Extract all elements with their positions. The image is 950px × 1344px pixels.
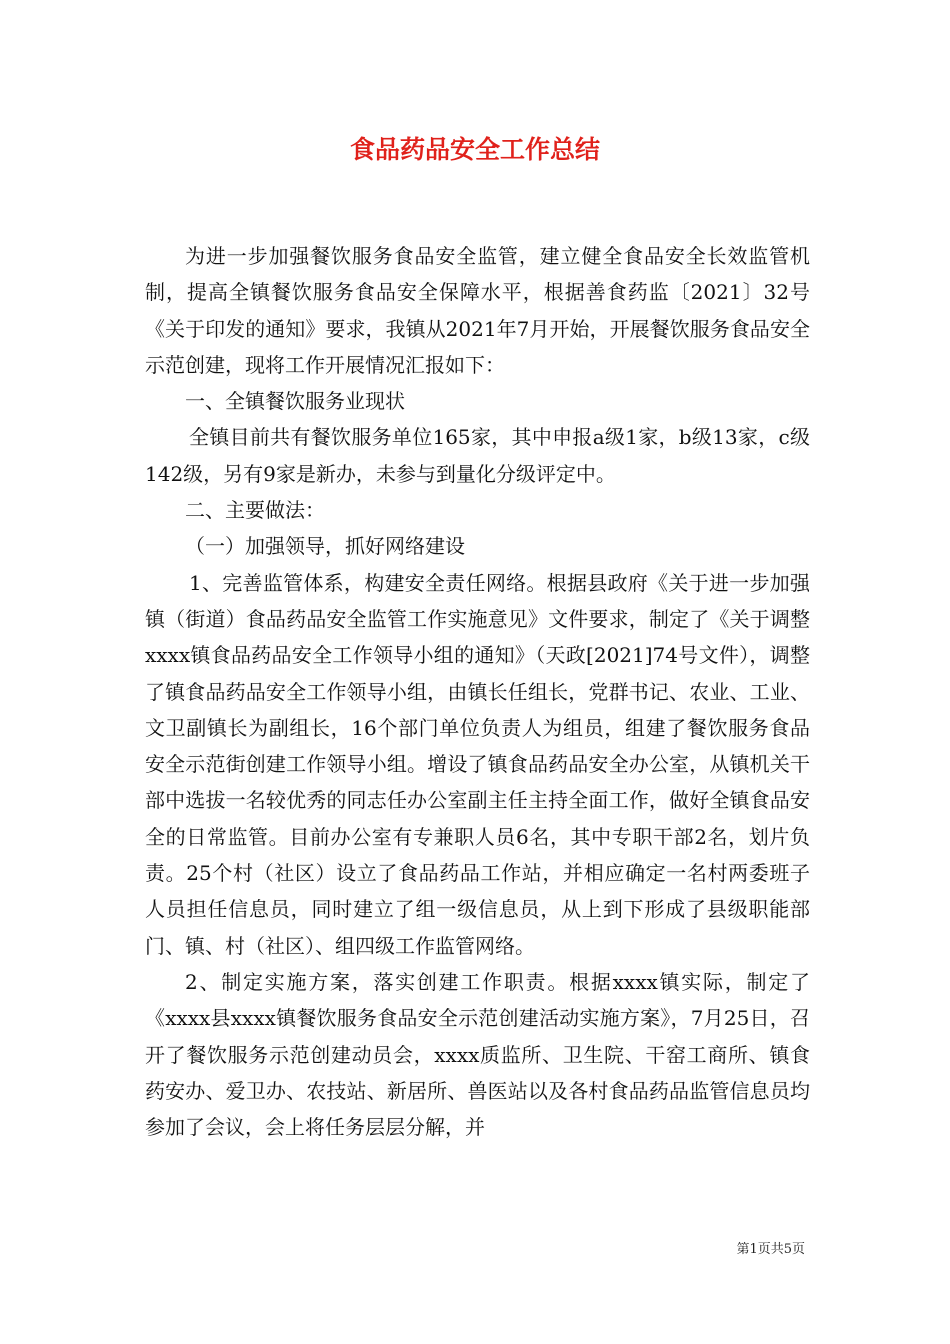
intro-paragraph: 为进一步加强餐饮服务食品安全监管，建立健全食品安全长效监管机制，提高全镇餐饮服务食品安全保障水平，根据善食药监〔2021〕32号《关于印发的通知》要求，我镇从2021年7月开始，开展餐饮服务食品安全示范创建，现将工作开展情况汇报如下： xyxy=(145,244,810,377)
item-paragraph-1: 1、完善监管体系，构建安全责任网络。根据县政府《关于进一步加强镇（街道）食品药品安全监管工作实施意见》文件要求，制定了《关于调整xxxx镇食品药品安全工作领导小组的通知》（天政[2021]74号文件），调整了镇食品药品安全工作领导小组，由镇长任组长，党群书记、农业、工业、文卫副镇长为副组长，16个部门单位负责人为组员，组建了餐饮服务食品安全示范街创建工作领导小组。增设了镇食品药品安全办公室，从镇机关干部中选拔一名较优秀的同志任办公室副主任主持全面工作，做好全镇食品安全的日常监管。目前办公室有专兼职人员6名，其中专职干部2名，划片负责。25个村（社区）设立了食品药品工作站，并相应确定一名村两委班子人员担任信息员，同时建立了组一级信息员，从上到下形成了县级职能部门、镇、村（社区）、组四级工作监管网络。 xyxy=(145,570,810,958)
page-number: 第1页共5页 xyxy=(736,1242,805,1257)
section-heading-1: 一、全镇餐饮服务业现状 xyxy=(185,389,405,414)
status-paragraph: 全镇目前共有餐饮服务单位165家，其中申报a级1家，b级13家，c级142级，另有9家是新办，未参与到量化分级评定中。 xyxy=(145,425,810,486)
item-paragraph-2: 2、制定实施方案，落实创建工作职责。根据xxxx镇实际，制定了《xxxx县xxxx镇餐饮服务食品安全示范创建活动实施方案》，7月25日，召开了餐饮服务示范创建动员会，xxxx质监所、卫生院、干窑工商所、镇食药安办、爱卫办、农技站、新居所、兽医站以及各村食品药品监管信息员均参加了会议，会上将任务层层分解，并 xyxy=(145,969,810,1140)
subsection-heading-1: （一）加强领导，抓好网络建设 xyxy=(185,534,465,559)
section-heading-2: 二、主要做法： xyxy=(185,498,325,523)
document-body xyxy=(145,238,810,1145)
page-title: 食品药品安全工作总结 xyxy=(349,135,600,164)
